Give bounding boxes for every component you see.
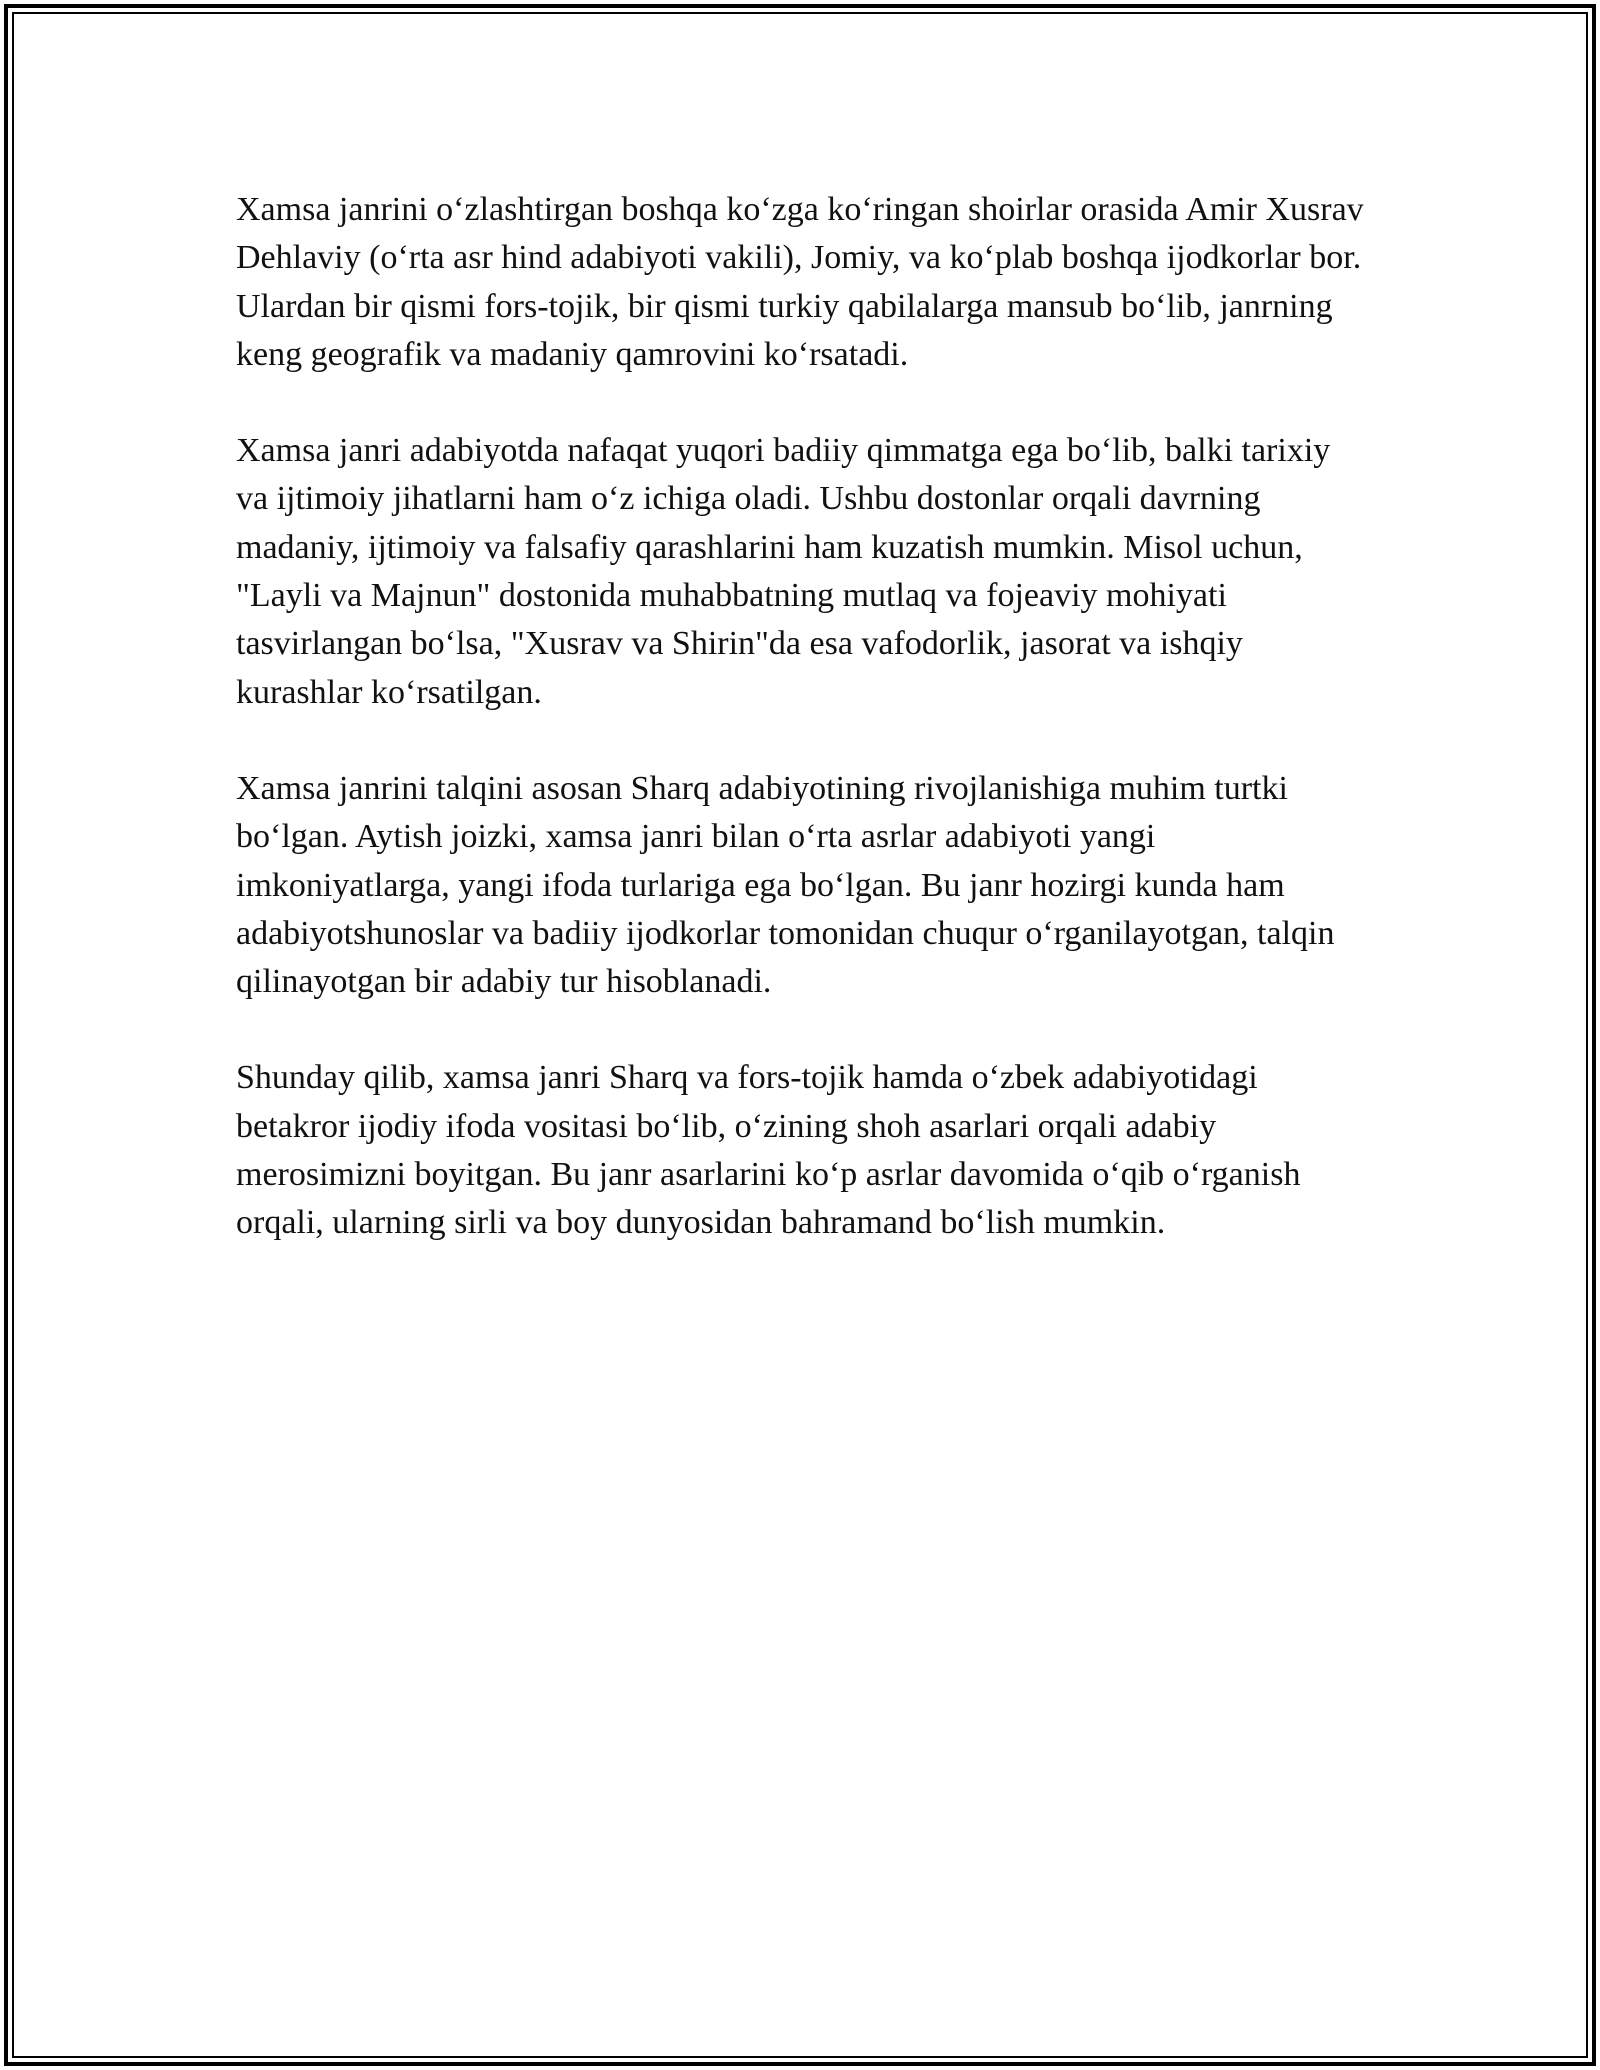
document-body: [236, 186, 1366, 1296]
paragraph-3: Xamsa janrini talqini asosan Sharq adabiyotining rivojlanishiga muhim turtki boʻlgan. Aytish joizki, xamsa janri bilan oʻrta asrlar adabiyoti yangi imkoniyatlarga, yangi ifoda turlariga ega boʻlgan. Bu janr hozirgi kunda ham adabiyotshunoslar va badiiy ijodkorlar tomonidan chuqur oʻrganilayotgan, talqin qilinayotgan bir adabiy tur hisoblanadi.: [236, 769, 1335, 1001]
paragraph-1: Xamsa janrini oʻzlashtirgan boshqa koʻzga koʻringan shoirlar orasida Amir Xusrav Dehlaviy (oʻrta asr hind adabiyoti vakili), Jomiy, va koʻplab boshqa ijodkorlar bor. Ulardan bir qismi fors-tojik, bir qismi turkiy qabilalarga mansub boʻlib, janrning keng geografik va madaniy qamrovini koʻrsatadi.: [236, 191, 1364, 373]
paragraph-4: Shunday qilib, xamsa janri Sharq va fors-tojik hamda oʻzbek adabiyotidagi betakror ijodiy ifoda vositasi boʻlib, oʻzining shoh asarlari orqali adabiy merosimizni boyitgan. Bu janr asarlarini koʻp asrlar davomida oʻqib oʻrganish orqali, ularning sirli va boy dunyosidan bahramand boʻlish mumkin.: [236, 1059, 1301, 1242]
paragraph-2: Xamsa janri adabiyotda nafaqat yuqori badiiy qimmatga ega boʻlib, balki tarixiy va ijtimoiy jihatlarni ham oʻz ichiga oladi. Ushbu dostonlar orqali davrning madaniy, ijtimoiy va falsafiy qarashlarini ham kuzatish mumkin. Misol uchun, "Layli va Majnun" dostonida muhabbatning mutlaq va fojeaviy mohiyati tasvirlangan boʻlsa, "Xusrav va Shirin"da esa vafodorlik, jasorat va ishqiy kurashlar koʻrsatilgan.: [236, 432, 1331, 711]
